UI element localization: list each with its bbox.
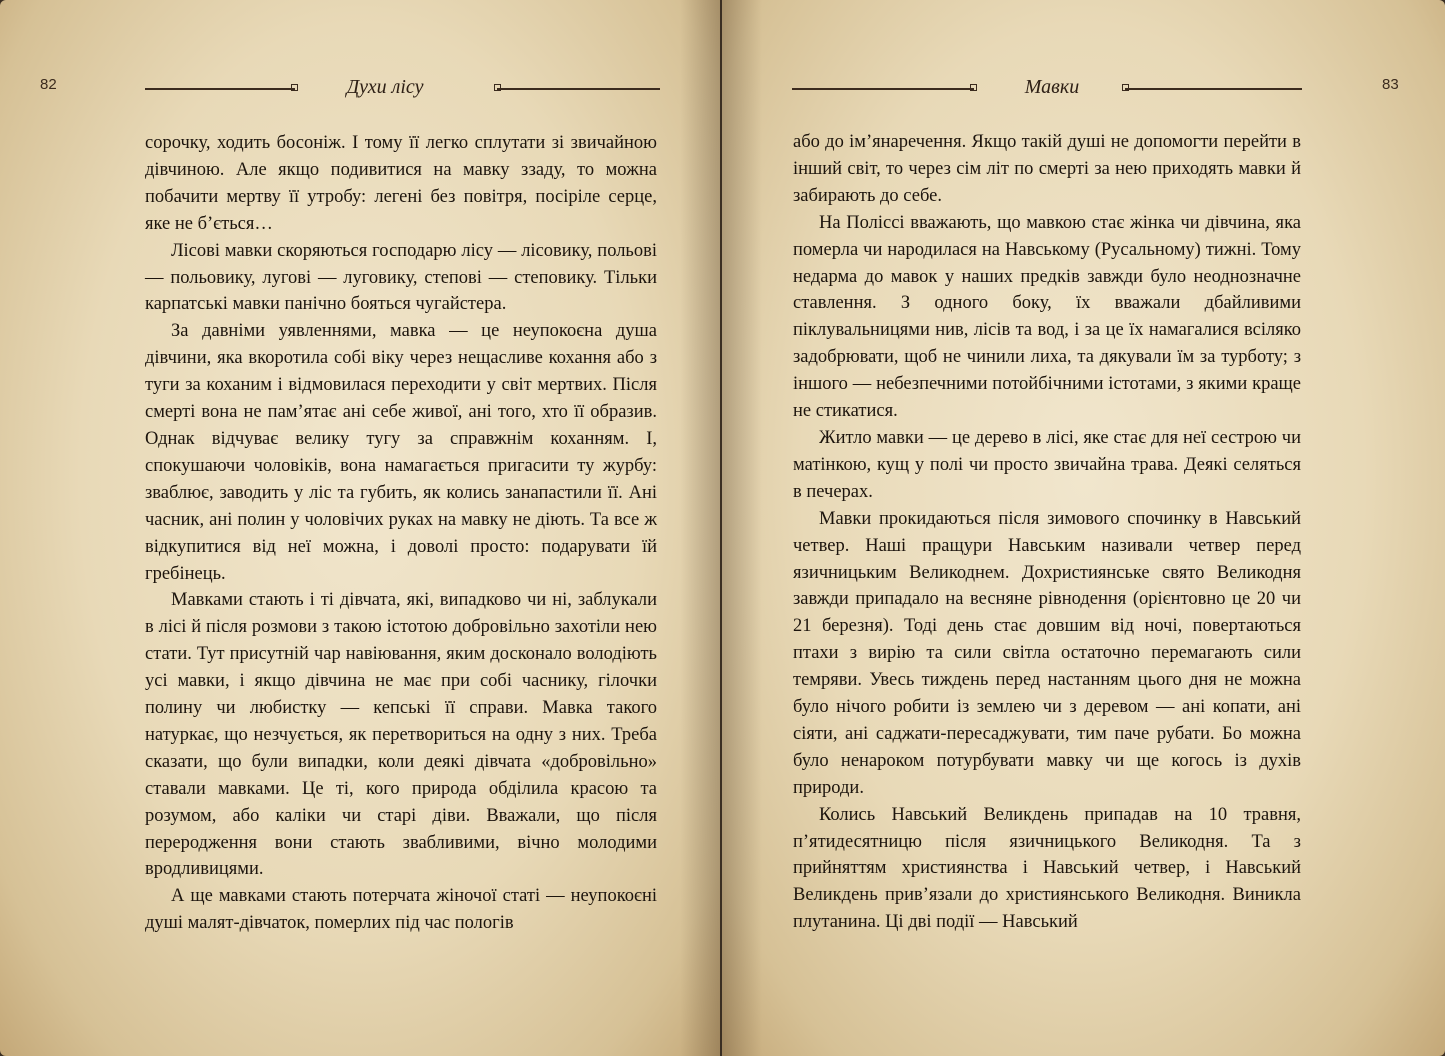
paragraph: Мавки прокидаються після зимового спочинку в Навський четвер. Наші пращури Навським називали четвер перед язичницьким Великоднем. Дохристиянське свято Великодня завжди припадало на весняне рівнодення (орієнтовно це 20 чи 21 березня). Тоді день стає довшим від ночі, повертаються птахи з вирію та сили світла остаточно перемагають сили темряви. Увесь тиждень перед настанням цього дня не можна було нічого робити із землею чи з деревом — ані копати, ані сіяти, ані саджати-пересаджувати, тим паче рубати. Бо можна було ненароком потурбувати мавку чи ще когось із духів природи. [793, 508, 1301, 798]
rule-ornament [970, 84, 977, 91]
right-page [722, 0, 1445, 1056]
rule-ornament [1122, 84, 1129, 91]
paragraph: На Поліссі вважають, що мавкою стає жінка чи дівчина, яка померла чи народилася на Навському (Русальному) тижні. Тому недарма до мавок у наших предків завжди було неоднозначне ставлення. З одного боку, їх вважали дбайливими піклувальницями нив, лісів та вод, і за це їх намагалися всіляко задобрювати, щоб не чинили лиха, та дякували їм за турботу; з іншого — небезпечними потойбічними істотами, з якими краще не стикатися. [793, 212, 1301, 422]
body-text [145, 130, 657, 937]
rule-ornament [494, 84, 501, 91]
header-rule-right [497, 88, 660, 90]
header-rule-left [145, 88, 295, 90]
paragraph: А ще мавками стають потерчата жіночої статі — неупокоєні душі малят-дівчаток, померлих під час пологів [145, 886, 657, 934]
running-title: Мавки [1024, 76, 1080, 98]
paragraph: Лісові мавки скоряються господарю лісу — лісовику, польові — польовику, лугові — луговику, степові — степовику. Тільки карпатські мавки панічно бояться чугайстера. [145, 240, 657, 315]
running-title: Духи лісу [346, 76, 424, 98]
body-text [793, 129, 1301, 936]
rule-ornament [291, 84, 298, 91]
running-header [145, 76, 660, 102]
paragraph: За давніми уявленнями, мавка — це неупокоєна душа дівчини, яка вкоротила собі віку через нещасливе кохання або з туги за коханим і відмовилася переходити у світ мертвих. Після смерті вона не пам’ятає ані себе живої, ані того, хто її образив. Однак відчуває велику тугу за справжнім коханням. І, спокушаючи чоловіків, вона намагається пригасити ту журбу: зваблює, заводить у ліс та губить, як колись занапастили її. Ані часник, ані полин у чоловічих руках на мавку не діють. Та все ж відкупитися від неї можна, і доволі просто: подарувати їй гребінець. [145, 321, 657, 584]
page-number: 83 [1382, 76, 1399, 93]
paragraph: або до ім’янаречення. Якщо такій душі не допомогти перейти в інший світ, то через сім літ по смерті за нею приходять мавки й забирають до себе. [793, 132, 1301, 206]
paragraph: Житло мавки — це дерево в лісі, яке стає для неї сестрою чи матінкою, кущ у полі чи просто звичайна трава. Деякі селяться в печерах. [793, 427, 1301, 502]
paragraph: Мавками стають і ті дівчата, які, випадково чи ні, заблукали в лісі й після розмови з такою істотою добровільно захотіли нею стати. Тут присутній чар навіювання, яким досконало володіють усі мавки, і якщо дівчина не має при собі часнику, гілочки полину чи любистку — кепські її справи. Мавка такого натуркає, що незчується, як перетвориться на одну з них. Треба сказати, що були випадки, коли деякі дівчата «добровільно» ставали мавками. Це ті, кого природа обділила красою та розумом, або каліки чи старі діви. Вважали, що після переродження вони стають звабливими, вічно молодими вродливицями. [145, 590, 657, 880]
paragraph: Колись Навський Великдень припадав на 10 травня, п’ятидесятницю після язичницького Великодня. Та з прийняттям християнства і Навський четвер, і Навський Великдень прив’язали до християнського Великодня. Виникла плутанина. Ці дві події — Навський [793, 804, 1301, 933]
running-header [792, 76, 1302, 102]
page-number: 82 [40, 76, 57, 93]
header-rule-right [1125, 88, 1302, 90]
left-page [0, 0, 720, 1056]
paragraph: сорочку, ходить босоніж. І тому її легко сплутати зі звичайною дівчиною. Але якщо подивитися на мавку ззаду, то можна побачити мертву її утробу: легені без повітря, посіріле серце, яке не б’ється… [145, 133, 657, 234]
header-rule-left [792, 88, 974, 90]
